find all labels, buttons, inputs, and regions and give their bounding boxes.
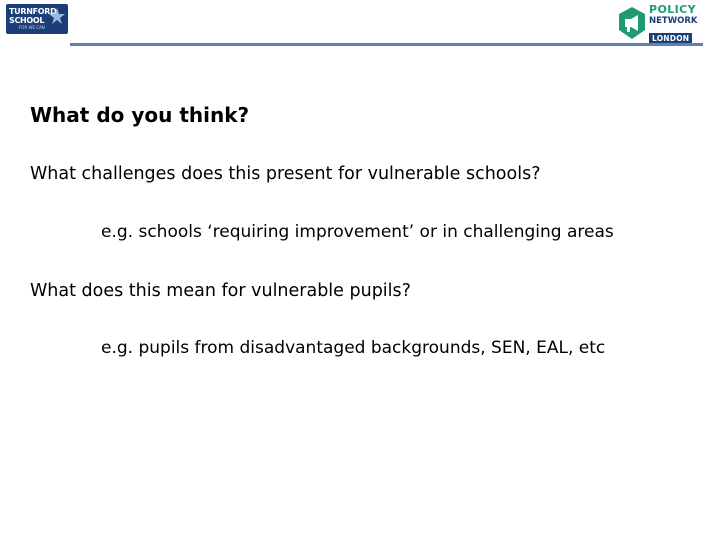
turnford-logo-line-2: SCHOOL [9,16,45,25]
question-schools: What challenges does this present for vulnerable schools? [30,164,541,184]
logo-word-policy: POLICY [649,3,696,16]
logo-word-london: LONDON [649,33,692,44]
question-pupils: What does this mean for vulnerable pupils? [30,281,411,301]
example-pupils: e.g. pupils from disadvantaged backgrounds, SEN, EAL, etc [101,338,606,358]
turnford-logo-line-1: TURNFORD [9,7,57,16]
slide-title: What do you think? [30,103,250,127]
turnford-logo-tagline: FOR WE CAN [19,25,45,30]
logo-word-network: NETWORK [649,16,698,26]
example-schools: e.g. schools ‘requiring improvement’ or in challenging areas [101,222,614,242]
